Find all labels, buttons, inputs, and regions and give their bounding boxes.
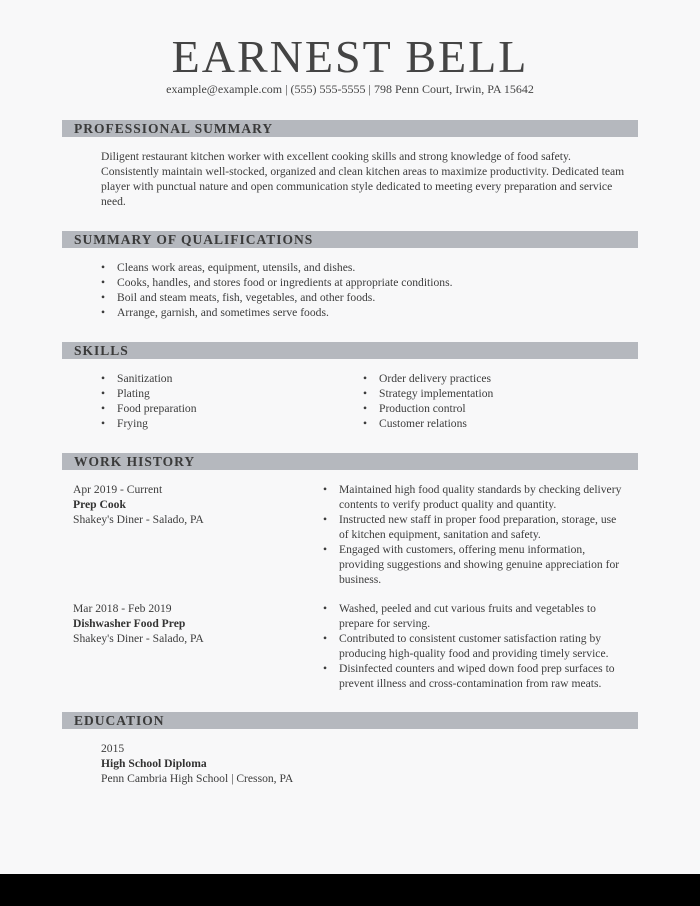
section-heading: SUMMARY OF QUALIFICATIONS	[74, 232, 314, 247]
job-entry-meta	[73, 601, 204, 646]
education-year: 2015	[101, 742, 125, 755]
list-item: • Plating	[101, 386, 341, 401]
job-employer: Shakey's Diner - Salado, PA	[73, 513, 204, 526]
job-dates: Apr 2019 - Current	[73, 483, 163, 496]
section-heading: EDUCATION	[74, 713, 165, 728]
list-item: • Production control	[363, 401, 623, 416]
list-item: • Maintained high food quality standards by checking delivery contents to verify product quality and quantity.	[323, 482, 628, 512]
job-title: Dishwasher Food Prep	[73, 617, 186, 630]
list-item: • Arrange, garnish, and sometimes serve foods.	[101, 305, 631, 320]
section-education	[62, 712, 638, 729]
list-item: • Customer relations	[363, 416, 623, 431]
section-professional-summary	[62, 120, 638, 137]
section-skills	[62, 342, 638, 359]
bottom-bar	[0, 874, 700, 906]
list-item: • Disinfected counters and wiped down food prep surfaces to prevent illness and cross-contamination from raw meats.	[323, 661, 628, 691]
section-heading: SKILLS	[74, 343, 129, 358]
job-employer: Shakey's Diner - Salado, PA	[73, 632, 204, 645]
job-title: Prep Cook	[73, 498, 126, 511]
candidate-name: EARNEST BELL	[171, 31, 529, 82]
list-item: • Washed, peeled and cut various fruits and vegetables to prepare for serving.	[323, 601, 628, 631]
summary-text: Diligent restaurant kitchen worker with excellent cooking skills and strong knowledge of food safety. Consistently maintain well-stocked, organized and clean kitchen areas to maximize productivity. Dedicated team player with punctual nature and open communication style dedicated to meeting every preparation and service need.	[101, 150, 625, 208]
list-item: • Order delivery practices	[363, 371, 623, 386]
education-school: Penn Cambria High School | Cresson, PA	[101, 772, 294, 785]
job-entry-meta	[73, 482, 204, 527]
section-heading: PROFESSIONAL SUMMARY	[74, 121, 274, 136]
list-item: • Contributed to consistent customer satisfaction rating by producing high-quality food and providing timely service.	[323, 631, 628, 661]
list-item: • Frying	[101, 416, 341, 431]
qualifications-list	[101, 260, 631, 320]
list-item: • Cooks, handles, and stores food or ingredients at appropriate conditions.	[101, 275, 631, 290]
contact-info: example@example.com | (555) 555-5555 | 798 Penn Court, Irwin, PA 15642	[166, 82, 534, 96]
job-dates: Mar 2018 - Feb 2019	[73, 602, 172, 615]
list-item: • Strategy implementation	[363, 386, 623, 401]
list-item: • Sanitization	[101, 371, 341, 386]
job-duties-list	[323, 601, 628, 691]
skills-list-right	[363, 371, 623, 431]
list-item: • Boil and steam meats, fish, vegetables, and other foods.	[101, 290, 631, 305]
section-work-history	[62, 453, 638, 470]
section-heading: WORK HISTORY	[74, 454, 196, 469]
education-degree: High School Diploma	[101, 757, 207, 770]
job-duties-list	[323, 482, 628, 587]
list-item: • Cleans work areas, equipment, utensils, and dishes.	[101, 260, 631, 275]
skills-list-left	[101, 371, 341, 431]
education-entry	[101, 741, 293, 786]
list-item: • Engaged with customers, offering menu information, providing suggestions and showing genuine appreciation for business.	[323, 542, 628, 587]
section-qualifications	[62, 231, 638, 248]
list-item: • Food preparation	[101, 401, 341, 416]
list-item: • Instructed new staff in proper food preparation, storage, use of kitchen equipment, sanitation and safety.	[323, 512, 628, 542]
